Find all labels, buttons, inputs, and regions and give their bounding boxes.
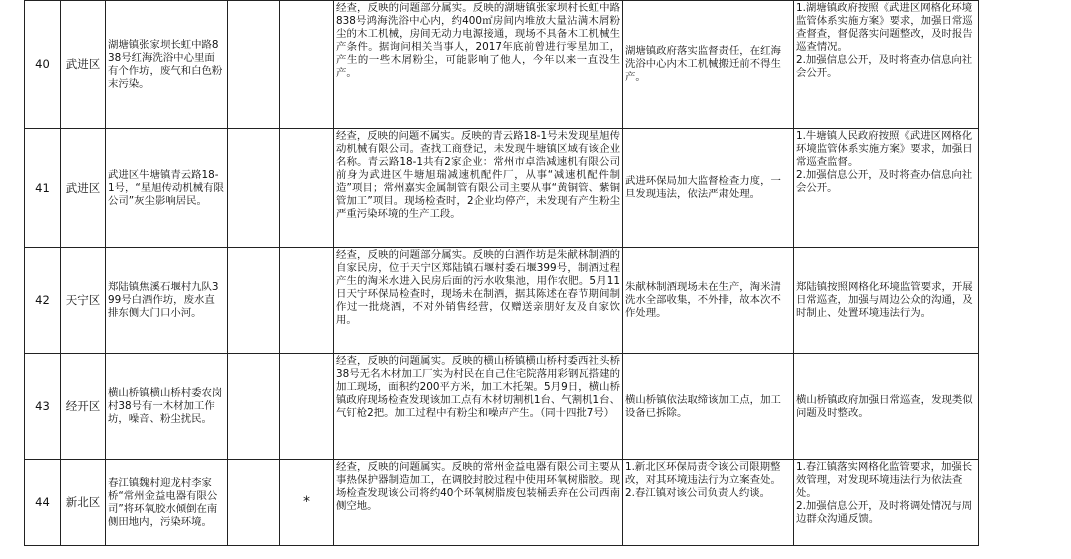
- investigation-finding: 经查，反映的问题不属实。反映的青云路18-1号未发现星旭传动机械有限公司。查找工商登记，未发现牛塘镇区域有该企业名称。青云路18-1共有2家企业：常州市卓浩减速机有限公司前身为武进区牛塘旭瑞减速机配件厂，从事“减速机配件制造”项目；常州嘉实金属制管有限公司主要从事“黄铜管、紫铜管加工”项目。现场检查时，2企业均停产，未发现有产生粉尘严重污染环境的生产工段。: [334, 129, 623, 248]
- district: 天宁区: [61, 248, 106, 354]
- mark-cell: [228, 1, 280, 129]
- investigation-finding: 经查，反映的问题属实。反映的常州金益电器有限公司主要从事热保护器制造加工，在调胶封胶过程中使用环氧树脂胶。现场检查发现该公司将约40个环氧树脂废包装桶丢弃在公司西南侧空地。: [334, 460, 623, 546]
- followup-item: 1.春江镇落实网格化监管要求，加强长效管理，对发现环境违法行为依法查处。: [796, 461, 973, 499]
- complaint-text: 横山桥镇横山桥村委农岗村38号有一木材加工作坊，噪音、粉尘扰民。: [106, 354, 228, 460]
- table-row: [25, 354, 979, 460]
- mark-cell: [280, 129, 334, 248]
- handling-action: 朱献林制酒现场未在生产，淘米清洗水全部收集，不外排，故本次不作处理。: [623, 248, 794, 354]
- complaint-text: 春江镇魏村迎龙村李家桥“常州金益电器有限公司”将环氧胶水倾倒在南侧田地内，污染环境。: [106, 460, 228, 546]
- district: 新北区: [61, 460, 106, 546]
- investigation-finding: 经查，反映的问题属实。反映的横山桥镇横山桥村委西社头桥38号无名木材加工厂实为村民在自己住宅院落用彩钢瓦搭建的加工现场，面积约200平方米，加工木托架。5月9日，横山桥镇政府现场检查发现该加工点有木材切割机1台、气割机1台、气钉枪2把。加工过程中有粉尘和噪声产生。（同十四批7号）: [334, 354, 623, 460]
- followup-measures: [794, 248, 979, 354]
- complaint-text: 武进区牛塘镇青云路18-1号，“星旭传动机械有限公司”灰尘影响居民。: [106, 129, 228, 248]
- handling-action: 武进环保局加大监督检查力度，一旦发现违法，依法严肃处理。: [623, 129, 794, 248]
- followup-item: 郑陆镇按照网格化环境监管要求，开展日常巡查，加强与周边公众的沟通，及时制止、处置环境违法行为。: [796, 281, 973, 319]
- district: 武进区: [61, 1, 106, 129]
- followup-item: 横山桥镇政府加强日常巡查，发现类似问题及时整改。: [796, 393, 973, 419]
- followup-measures: [794, 129, 979, 248]
- followup-item: 1.湖塘镇政府按照《武进区网格化环境监管体系实施方案》要求，加强日常巡查督查，督促落实问题整改，及时报告巡查情况。: [796, 2, 973, 53]
- mark-cell: [228, 460, 280, 546]
- followup-item: 2.加强信息公开，及时将查办信息向社会公开。: [796, 169, 973, 194]
- followup-item: 2.加强信息公开，及时将查办信息向社会公开。: [796, 54, 973, 79]
- table-row: [25, 1, 979, 129]
- complaint-table: [24, 0, 979, 546]
- district: 武进区: [61, 129, 106, 248]
- mark-cell: [280, 354, 334, 460]
- action-item: 1.新北区环保局责令该公司限期整改，对其环境违法行为立案查处。: [625, 461, 781, 486]
- row-number: 41: [25, 129, 61, 248]
- followup-measures: [794, 460, 979, 546]
- mark-cell: [228, 129, 280, 248]
- table-row: [25, 129, 979, 248]
- mark-cell: [228, 354, 280, 460]
- investigation-finding: 经查，反映的问题部分属实。反映的湖塘镇张家坝村长虹中路838号鸿海洗浴中心内，约400㎡房间内堆放大量沾满木屑粉尘的木工机械，房间无动力电源接通，现场不具备木工机械生产条件。据询问相关当事人，2017年底前曾进行零星加工，产生的一些木屑粉尘，可能影响了他人，今年以来一直没生产。: [334, 1, 623, 129]
- mark-cell: [280, 248, 334, 354]
- handling-action: [623, 460, 794, 546]
- followup-measures: [794, 1, 979, 129]
- row-number: 43: [25, 354, 61, 460]
- handling-action: 湖塘镇政府落实监督责任，在红海洗浴中心内木工机械搬迁前不得生产。: [623, 1, 794, 129]
- followup-item: 1.牛塘镇人民政府按照《武进区网格化环境监管体系实施方案》要求，加强日常巡查监督。: [796, 130, 973, 168]
- investigation-finding: 经查，反映的问题部分属实。反映的白酒作坊是朱献林制酒的自家民房，位于天宁区郑陆镇石堰村委石堰399号，制酒过程产生的淘米水进入民房后面的污水收集池，用作农肥。5月11日天宁环保局检查时，现场未在制酒，据其陈述在春节期间制作过一批烧酒，不对外销售经营，仅赠送亲朋好友及自家饮用。: [334, 248, 623, 354]
- handling-action: 横山桥镇依法取缔该加工点，加工设备已拆除。: [623, 354, 794, 460]
- row-number: 44: [25, 460, 61, 546]
- table-row: [25, 460, 979, 546]
- action-item: 2.春江镇对该公司负责人约谈。: [625, 487, 770, 499]
- mark-cell: [228, 248, 280, 354]
- district: 经开区: [61, 354, 106, 460]
- row-number: 42: [25, 248, 61, 354]
- table-row: [25, 248, 979, 354]
- complaint-text: 湖塘镇张家坝长虹中路838号红海洗浴中心里面有个作坊，废气和白色粉末污染。: [106, 1, 228, 129]
- row-number: 40: [25, 1, 61, 129]
- mark-cell: [280, 1, 334, 129]
- complaint-text: 郑陆镇焦溪石堰村九队399号白酒作坊，废水直排东侧大门口小河。: [106, 248, 228, 354]
- asterisk-mark: *: [280, 460, 334, 546]
- followup-item: 2.加强信息公开，及时将调处情况与周边群众沟通反馈。: [796, 500, 973, 525]
- followup-measures: [794, 354, 979, 460]
